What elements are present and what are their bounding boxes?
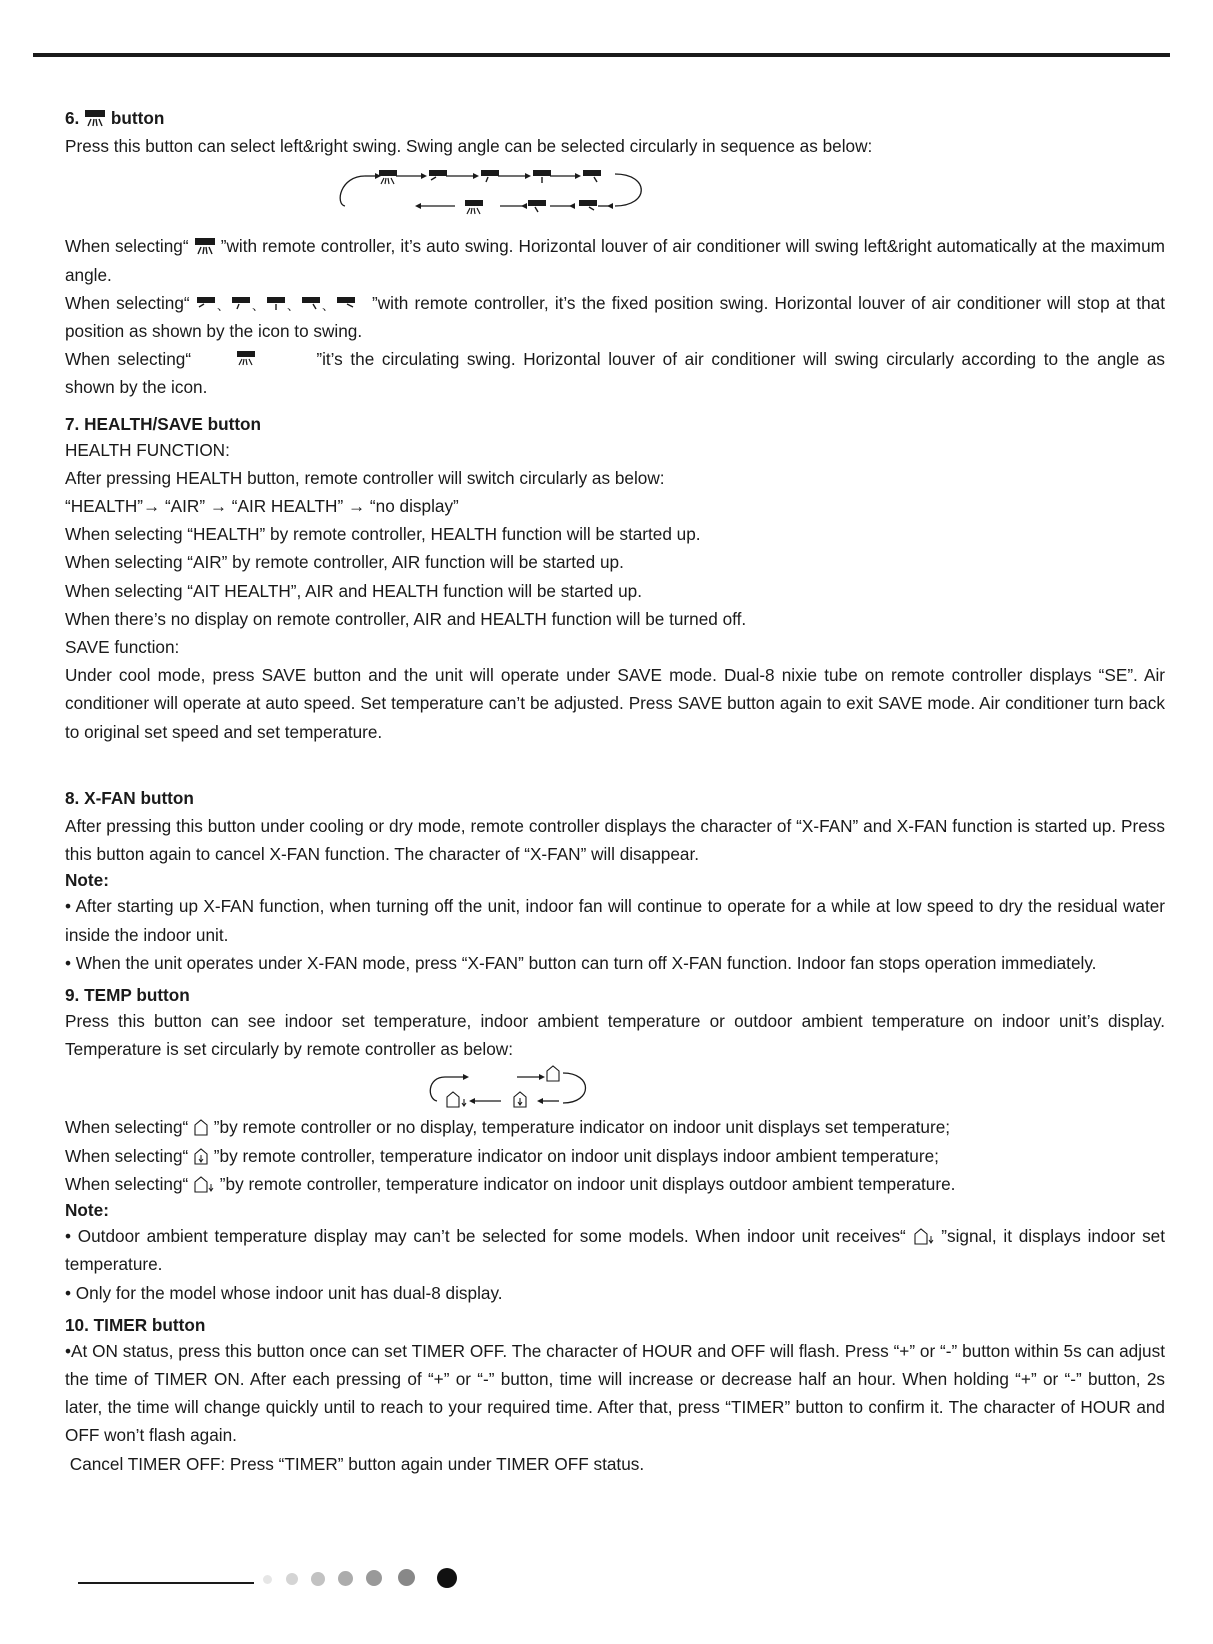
temp-sequence-diagram	[65, 1063, 1165, 1113]
outdoor-temp-icon	[193, 1175, 215, 1193]
section-10-title: 10. TIMER button	[65, 1314, 206, 1335]
xfan-note-label: Note:	[65, 870, 109, 891]
indoor-temp-icon	[193, 1147, 209, 1165]
spacer	[65, 402, 1165, 412]
temp-intro: Press this button can see indoor set temperature, indoor ambient temperature or outdoor ambient temperature on indoor unit’s display. Temperature is set circularly by remote controller as below:	[65, 1011, 1165, 1060]
outdoor-temp-icon	[913, 1227, 935, 1245]
swing-fixed-description: When selecting“ 、 、 、 、 ”with remote controller, it’s the fixed position swing. Horizontal louver of air conditioner will stop at that position as shown by the icon to swing.	[65, 292, 1166, 342]
swing-auto-description: When selecting“ ”with remote controller, it’s auto swing. Horizontal louver of air conditioner will swing left&right automatically at the maximum angle.	[65, 236, 1166, 285]
health-select-air-health: When selecting “AIT HEALTH”, AIR and HEALTH function will be started up.	[65, 580, 642, 601]
timer-description: •At ON status, press this button once can set TIMER OFF. The character of HOUR and OFF will flash. Press “+” or “-” button within 5s can adjust the time of TIMER ON. After each pressing of “+” or “-” button, time will increase or decrease half an hour. When holding “+” or “-” button, 2s later, the time will change quickly until to reach to your required time. After that, press “TIMER” button to confirm it. The character of HOUR and OFF won’t flash again.	[65, 1340, 1165, 1446]
footer-dot-3	[311, 1572, 325, 1586]
swing-sequence-diagram	[65, 160, 1165, 224]
footer-dot-6	[398, 1569, 415, 1586]
temp-note-label: Note:	[65, 1200, 109, 1221]
health-no-display: When there’s no display on remote controller, AIR and HEALTH function will be turned off.	[65, 608, 747, 629]
swing-circulating-icon	[465, 200, 483, 214]
section-8-title: 8. X-FAN button	[65, 787, 194, 808]
footer-dot-5	[366, 1570, 382, 1586]
swing-position-3-icon	[533, 170, 551, 183]
footer-dot-2	[286, 1573, 298, 1585]
timer-cancel: Cancel TIMER OFF: Press “TIMER” button again under TIMER OFF status.	[65, 1453, 645, 1474]
xfan-note-bullet-1: • After starting up X-FAN function, when turning off the unit, indoor fan will continue to operate for a while at low speed to dry the residual water inside the indoor unit.	[65, 896, 1165, 945]
section-6-intro: Press this button can select left&right swing. Swing angle can be selected circularly in sequence as below:	[65, 136, 873, 157]
temp-set-description: When selecting“ ”by remote controller or no display, temperature indicator on indoor unit displays set temperature;	[65, 1117, 951, 1138]
swing-auto-icon	[84, 109, 106, 127]
outdoor-temp-icon	[447, 1092, 466, 1107]
swing-position-5-icon	[528, 200, 546, 212]
svg-text:、: 、	[321, 298, 334, 312]
indoor-temp-icon	[514, 1092, 526, 1107]
footer-dot-1	[263, 1575, 272, 1584]
save-function-description: Under cool mode, press SAVE button and the unit will operate under SAVE mode. Dual-8 nixie tube on remote controller displays “SE”. Air conditioner will operate at auto speed. Set temperature can’t be adjusted. Press SAVE button again to exit SAVE mode. Air conditioner turn back to original set speed and set temperature.	[65, 665, 1165, 742]
temp-indoor-description: When selecting“ ”by remote controller, temperature indicator on indoor unit displays indoor ambient temperature;	[65, 1145, 939, 1166]
swing-circulating-icon	[199, 350, 309, 368]
health-select-air: When selecting “AIR” by remote controller, AIR function will be started up.	[65, 552, 624, 573]
swing-auto-icon	[194, 237, 216, 255]
xfan-note-bullet-2: • When the unit operates under X-FAN mode, press “X-FAN” button can turn off X-FAN function. Indoor fan stops operation immediately.	[65, 952, 1097, 973]
health-intro: After pressing HEALTH button, remote controller will switch circularly as below:	[65, 467, 665, 488]
set-temp-icon	[547, 1066, 559, 1081]
temp-note-bullet-1: • Outdoor ambient temperature display may can’t be selected for some models. When indoor unit receives“ ”signal, it displays indoor set temperature.	[65, 1226, 1166, 1275]
health-select-health: When selecting “HEALTH” by remote controller, HEALTH function will be started up.	[65, 524, 701, 545]
svg-text:、: 、	[216, 298, 229, 312]
health-function-label: HEALTH FUNCTION:	[65, 439, 230, 460]
swing-position-6-icon	[579, 200, 597, 210]
temp-outdoor-description: When selecting“ ”by remote controller, temperature indicator on indoor unit displays outdoor ambient temperature.	[65, 1173, 956, 1194]
temp-note-bullet-2: • Only for the model whose indoor unit has dual-8 display.	[65, 1282, 503, 1303]
footer-rule	[78, 1582, 254, 1584]
footer-dot-4	[338, 1571, 353, 1586]
set-temp-icon	[193, 1118, 209, 1136]
svg-text:、: 、	[251, 298, 264, 312]
header-rule	[33, 53, 1170, 57]
health-sequence: “HEALTH”→ “AIR” → “AIR HEALTH” → “no display”	[65, 496, 459, 517]
svg-text:、: 、	[286, 298, 299, 312]
swing-auto-icon	[379, 170, 397, 184]
swing-position-4-icon	[583, 170, 601, 182]
section-7-title: 7. HEALTH/SAVE button	[65, 413, 262, 434]
swing-position-2-icon	[481, 170, 499, 182]
save-function-label: SAVE function:	[65, 637, 180, 658]
manual-page-content	[65, 104, 1165, 1478]
section-9-title: 9. TEMP button	[65, 985, 190, 1006]
footer-dot-7	[437, 1568, 457, 1588]
swing-position-1-icon	[429, 170, 447, 180]
spacer	[65, 746, 1165, 784]
swing-circulating-description: When selecting“ ”it’s the circulating swing. Horizontal louver of air conditioner will swing circularly according to the angle as shown by the icon.	[65, 349, 1165, 398]
section-6-title: 6. button	[65, 108, 165, 128]
swing-fixed-positions-icons	[196, 294, 366, 312]
xfan-description: After pressing this button under cooling or dry mode, remote controller displays the character of “X-FAN” and X-FAN function is started up. Press this button again to cancel X-FAN function. The character of “X-FAN” will disappear.	[65, 816, 1165, 865]
